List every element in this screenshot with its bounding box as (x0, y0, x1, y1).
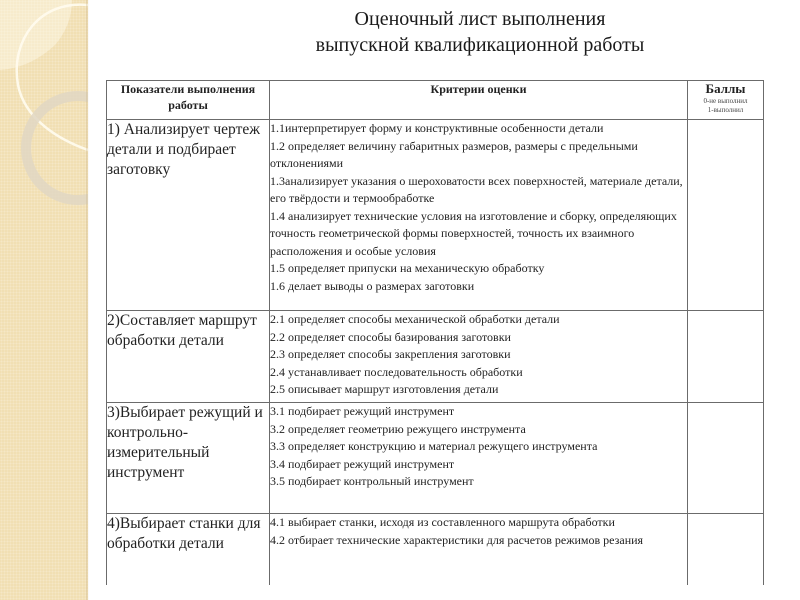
table-row (107, 514, 764, 586)
points-note-1: 1-выполнил (707, 106, 744, 114)
criterion-item: 1.1интерпретирует форму и конструктивные особенности детали (270, 121, 604, 135)
indicator-cell: 2)Составляет маршрут обработки детали (107, 311, 270, 403)
indicator-cell: 1) Анализирует чертеж детали и подбирает заготовку (107, 120, 270, 311)
criterion-item: 3.2 определяет геометрию режущего инструмента (270, 421, 526, 436)
points-note-0: 0-не выполнил (703, 97, 748, 105)
criterion-item: 2.3 определяет способы закрепления заготовки (270, 347, 511, 361)
criterion-item: 3.5 подбирает контрольный инструмент (270, 474, 474, 488)
indicator-cell: 4)Выбирает станки для обработки детали (107, 514, 270, 586)
criterion-item: 3.4 подбирает режущий инструмент (270, 456, 455, 471)
title-line-1: Оценочный лист выполнения (354, 8, 606, 30)
criterion-item: 2.1 определяет способы механической обработки детали (270, 312, 560, 326)
criterion-item: 3.3 определяет конструкцию и материал режущего инструмента (270, 439, 598, 453)
header-indicators: Показатели выполнения работы (107, 81, 270, 120)
criterion-item: 2.2 определяет способы базирования заготовки (270, 329, 511, 344)
title-line-2: выпускной квалификационной работы (315, 34, 645, 56)
criteria-cell (270, 514, 688, 586)
points-cell[interactable] (688, 120, 764, 311)
criterion-item: 4.1 выбирает станки, исходя из составленного маршрута обработки (270, 515, 615, 529)
criterion-item: 4.2 отбирает технические характеристики для расчетов режимов резания (270, 532, 644, 547)
criterion-item: 1.5 определяет припуски на механическую обработку (270, 261, 545, 275)
points-cell[interactable] (688, 514, 764, 586)
points-title: Баллы (705, 81, 746, 96)
table-row (107, 120, 764, 311)
criterion-item: 3.1 подбирает режущий инструмент (270, 404, 455, 418)
criterion-item: 1.6 делает выводы о размерах заготовки (270, 278, 475, 293)
criteria-cell (270, 120, 688, 311)
criterion-item: 2.4 устанавливает последовательность обработки (270, 364, 523, 379)
evaluation-table (106, 80, 764, 585)
criterion-item: 1.3анализирует указания о шероховатости всех поверхностей, материале детали, его твёрдости и термообработке (270, 173, 683, 205)
criteria-cell (270, 403, 688, 514)
criterion-item: 2.5 описывает маршрут изготовления детали (270, 382, 499, 396)
header-points (688, 81, 764, 120)
points-cell[interactable] (688, 311, 764, 403)
table-row (107, 311, 764, 403)
table-header-row (107, 81, 764, 120)
criteria-cell (270, 311, 688, 403)
table-row (107, 403, 764, 514)
criterion-item: 1.4 анализирует технические условия на изготовление и сборку, определяющих точность геометрической формы поверхностей, точность их взаимного расположения и особые условия (270, 208, 677, 258)
points-cell[interactable] (688, 403, 764, 514)
indicator-cell: 3)Выбирает режущий и контрольно-измерительный инструмент (107, 403, 270, 514)
header-criteria: Критерии оценки (270, 81, 688, 120)
criterion-item: 1.2 определяет величину габаритных размеров, размеры с предельными отклонениями (270, 138, 638, 170)
